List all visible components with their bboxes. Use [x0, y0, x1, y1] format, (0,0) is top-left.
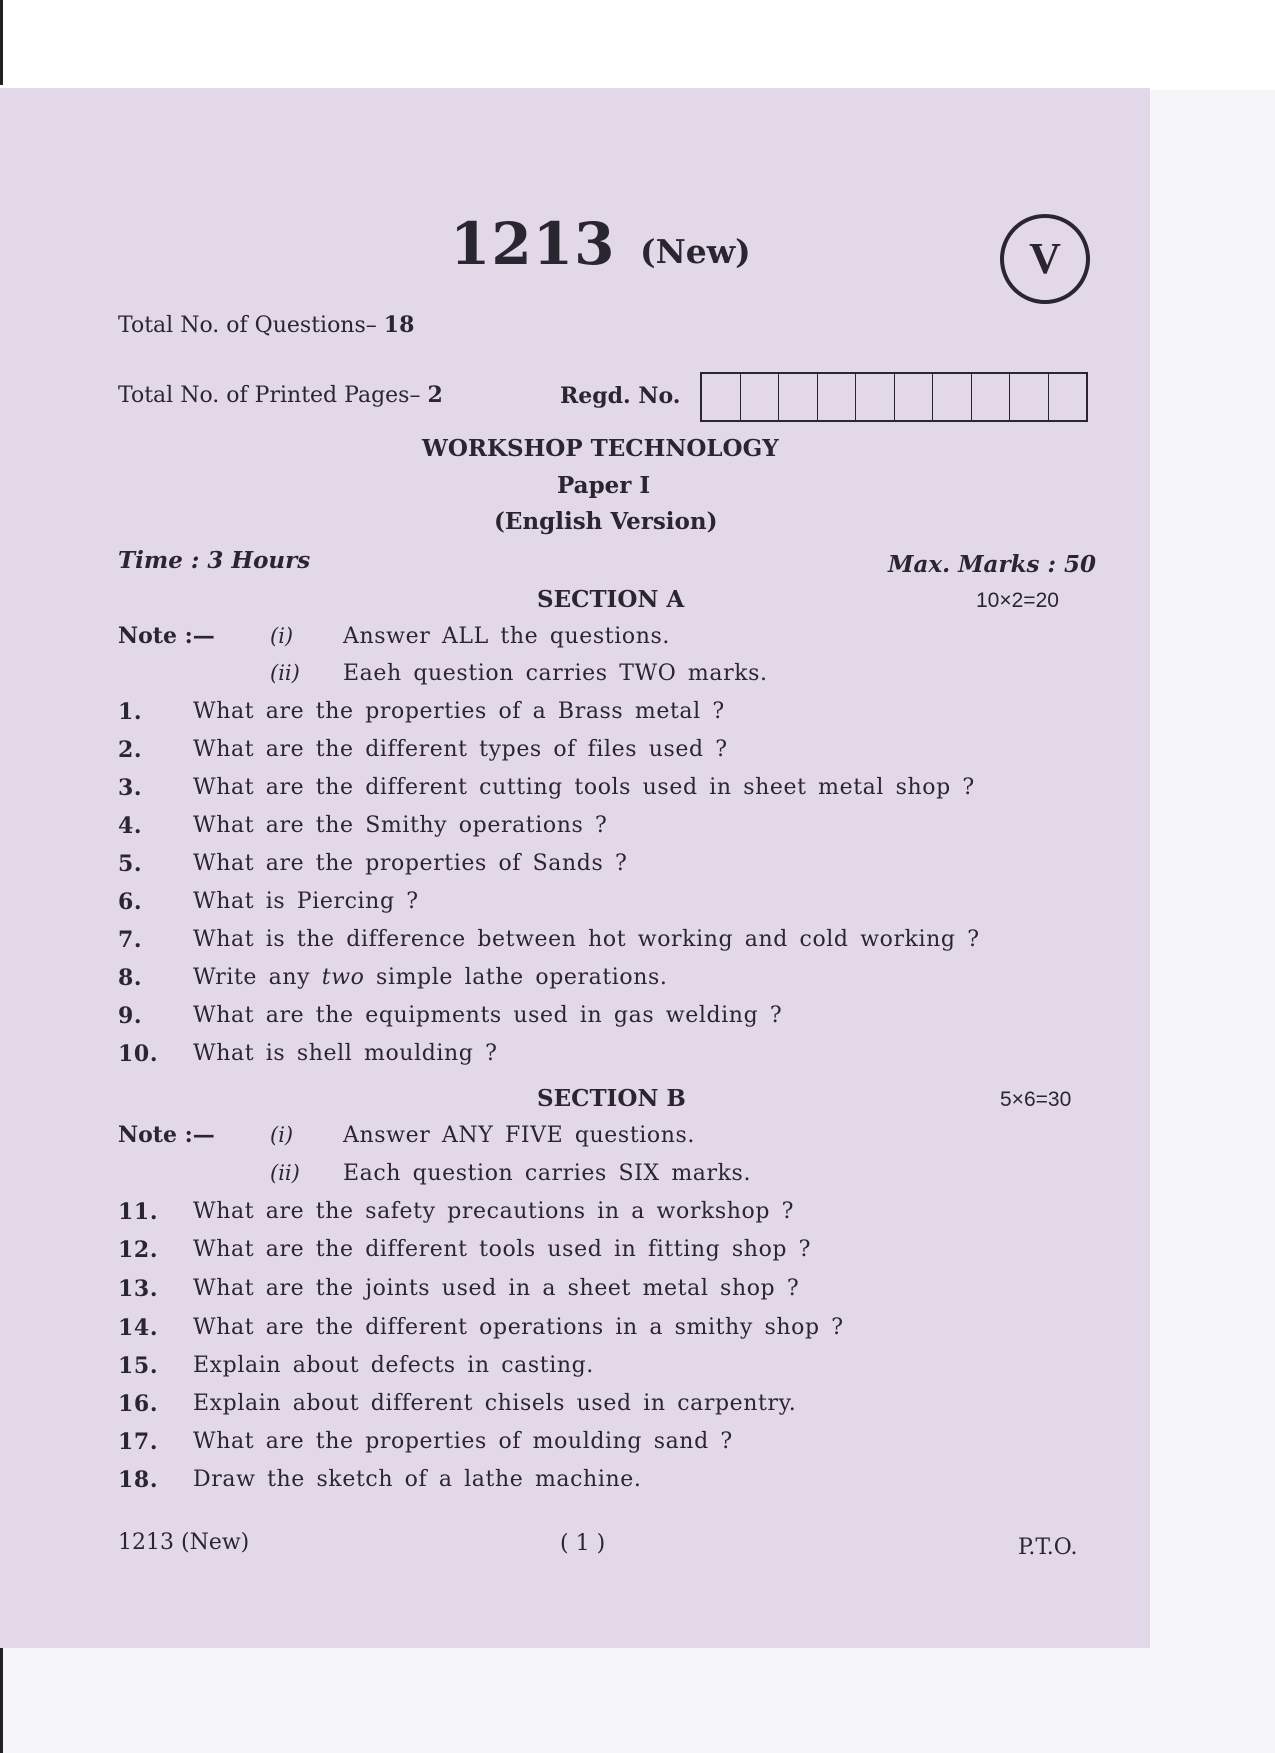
exam-time: Time : 3 Hours: [118, 547, 311, 574]
section-a-title: SECTION A: [537, 586, 685, 613]
question-row: [118, 1237, 1038, 1271]
note-text: Eaeh question carries TWO marks.: [343, 661, 768, 686]
total-questions-label: Total No. of Questions–: [118, 313, 377, 338]
question-row: [118, 699, 1038, 733]
question-row: [118, 1353, 1038, 1387]
section-b-marks: 5×6=30: [1000, 1088, 1072, 1111]
question-number: 17.: [118, 1429, 159, 1455]
total-pages-label: Total No. of Printed Pages–: [118, 383, 421, 408]
regd-label: Regd. No.: [560, 383, 681, 409]
question-number: 9.: [118, 1003, 143, 1029]
version-badge: V: [1000, 214, 1090, 304]
note-number: (ii): [270, 661, 300, 685]
question-text: What are the different tools used in fitting shop ?: [193, 1237, 812, 1262]
question-text: What is the difference between hot working and cold working ?: [193, 927, 980, 952]
question-text: What are the properties of moulding sand ?: [193, 1429, 733, 1454]
emphasis-word: two: [321, 965, 365, 990]
question-number: 14.: [118, 1315, 159, 1341]
total-pages-value: 2: [427, 382, 443, 408]
question-row: [118, 813, 1038, 847]
question-number: 11.: [118, 1199, 159, 1225]
question-text: Explain about different chisels used in carpentry.: [193, 1391, 797, 1416]
question-text: What are the properties of a Brass metal ?: [193, 699, 725, 724]
pto-label: P.T.O.: [1018, 1535, 1078, 1560]
question-number: 4.: [118, 813, 143, 839]
max-marks: Max. Marks : 50: [888, 551, 1096, 578]
question-text: What are the safety precautions in a workshop ?: [193, 1199, 795, 1224]
question-row: [118, 1391, 1038, 1425]
question-text: What are the joints used in a sheet metal shop ?: [193, 1276, 800, 1301]
question-number: 1.: [118, 699, 143, 725]
question-text: Write any two simple lathe operations.: [193, 965, 668, 990]
question-number: 5.: [118, 851, 143, 877]
note-text: Each question carries SIX marks.: [343, 1161, 752, 1186]
question-number: 6.: [118, 889, 143, 915]
note-text: Answer ANY FIVE questions.: [343, 1123, 695, 1148]
question-row: [118, 737, 1038, 771]
question-row: [118, 1199, 1038, 1233]
paper-code-suffix: (New): [640, 232, 751, 271]
question-text: What are the different cutting tools used in sheet metal shop ?: [193, 775, 975, 800]
scan-edge-mark: [0, 1640, 3, 1753]
question-row: [118, 889, 1038, 923]
question-number: 7.: [118, 927, 143, 953]
total-questions: [118, 312, 414, 338]
section-b-note-label: Note :—: [118, 1122, 215, 1148]
paper-title: Paper I: [557, 472, 651, 499]
question-row: [118, 1429, 1038, 1463]
question-text: Explain about defects in casting.: [193, 1353, 594, 1378]
note-text: Answer ALL the questions.: [343, 624, 670, 649]
question-number: 15.: [118, 1353, 159, 1379]
scan-edge-mark: [0, 0, 3, 85]
version-title: (English Version): [494, 508, 718, 535]
question-text: Draw the sketch of a lathe machine.: [193, 1467, 642, 1492]
question-number: 2.: [118, 737, 143, 763]
question-number: 10.: [118, 1041, 159, 1067]
question-row: [118, 1315, 1038, 1349]
question-number: 16.: [118, 1391, 159, 1417]
section-a-marks: 10×2=20: [976, 589, 1059, 612]
question-row: [118, 775, 1038, 809]
question-row: [118, 1003, 1038, 1037]
page-number: ( 1 ): [560, 1531, 606, 1556]
question-number: 12.: [118, 1237, 159, 1263]
question-text: What are the different operations in a smithy shop ?: [193, 1315, 844, 1340]
total-pages: [118, 382, 443, 408]
question-row: [118, 1467, 1038, 1501]
total-questions-value: 18: [383, 312, 415, 338]
question-text: What are the properties of Sands ?: [193, 851, 628, 876]
note-number: (i): [270, 1123, 294, 1147]
section-b-title: SECTION B: [537, 1085, 686, 1112]
question-text: What are the Smithy operations ?: [193, 813, 608, 838]
question-row: [118, 851, 1038, 885]
section-a-note-label: Note :—: [118, 623, 215, 649]
question-number: 18.: [118, 1467, 159, 1493]
note-number: (i): [270, 624, 294, 648]
question-row: [118, 965, 1038, 999]
question-row: [118, 1041, 1038, 1075]
question-row: [118, 927, 1038, 961]
question-number: 3.: [118, 775, 143, 801]
footer-code: 1213 (New): [118, 1530, 250, 1555]
subject-title: WORKSHOP TECHNOLOGY: [422, 435, 779, 462]
question-text: What is Piercing ?: [193, 889, 419, 914]
regd-number-boxes[interactable]: [700, 372, 1088, 422]
question-text: What are the different types of files used ?: [193, 737, 728, 762]
note-number: (ii): [270, 1161, 300, 1185]
scan-margin: [0, 0, 1275, 90]
paper-code: 1213: [450, 210, 616, 278]
question-number: 8.: [118, 965, 143, 991]
question-row: [118, 1276, 1038, 1310]
question-number: 13.: [118, 1276, 159, 1302]
question-text: What is shell moulding ?: [193, 1041, 498, 1066]
question-text: What are the equipments used in gas welding ?: [193, 1003, 783, 1028]
